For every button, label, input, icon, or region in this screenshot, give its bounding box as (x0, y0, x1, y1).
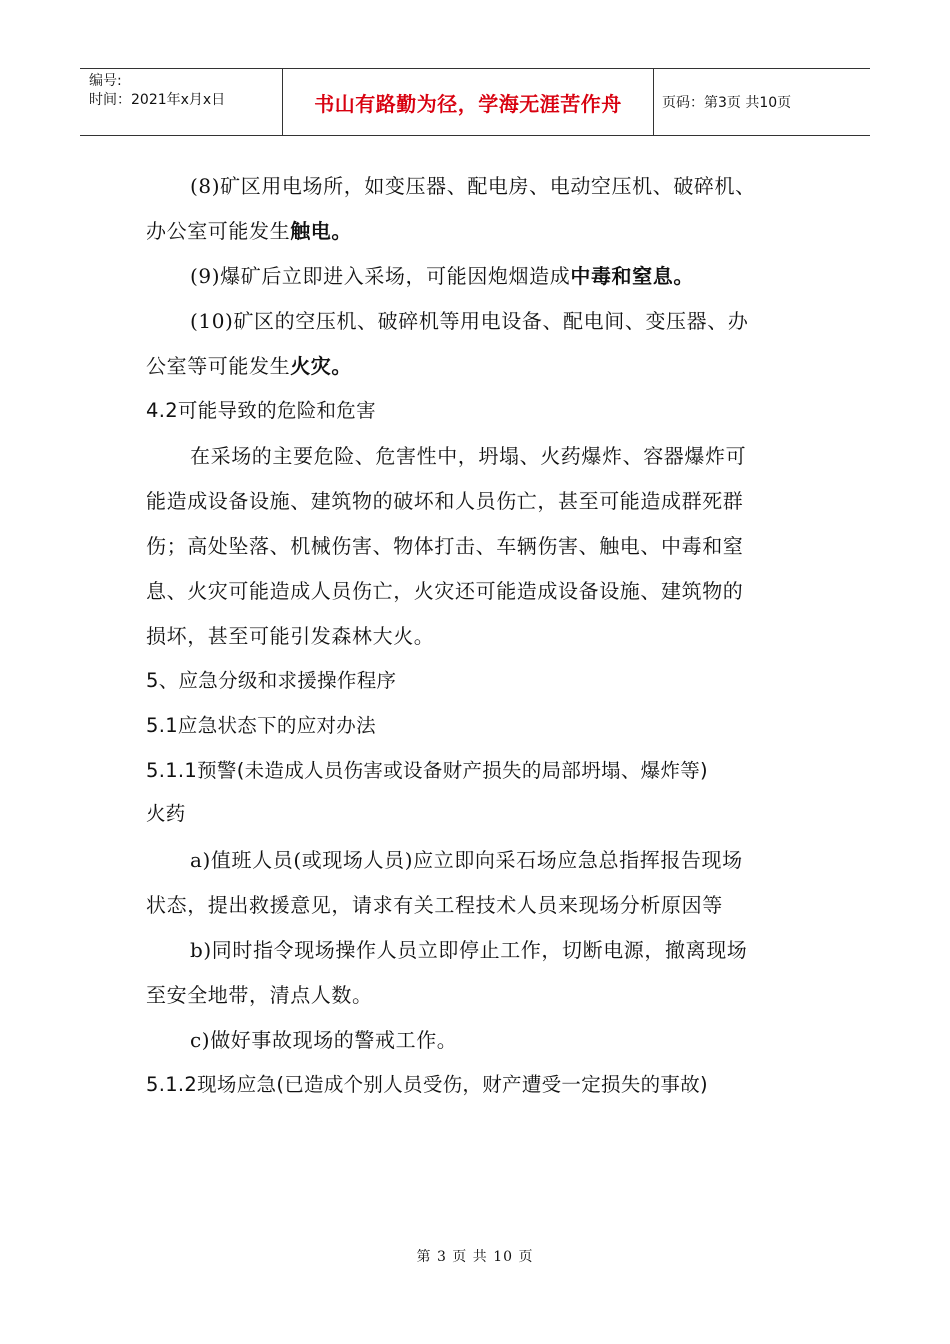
page-header (80, 68, 870, 136)
paragraph-10-line-1: (10)矿区的空压机、破碎机等用电设备、配电间、变压器、办 (190, 309, 749, 333)
heading-5-1-2: 5.1.2现场应急(已造成个别人员受伤，财产遭受一定损失的事故) (146, 1073, 708, 1096)
paragraph-a-line-1: a)值班人员(或现场人员)应立即向采石场应急总指挥报告现场 (190, 848, 743, 872)
hazard-paragraph-line-5: 损坏，甚至可能引发森林大火。 (146, 624, 435, 648)
heading-5: 5、应急分级和求援操作程序 (146, 669, 397, 692)
paragraph-b-line-1: b)同时指令现场操作人员立即停止工作，切断电源，撤离现场 (190, 938, 748, 962)
emphasis-fire: 火灾。 (290, 354, 353, 378)
document-number-label: 编号: (89, 73, 122, 89)
header-slogan: 书山有路勤为径，学海无涯苦作舟 (283, 69, 654, 135)
hazard-paragraph-line-4: 息、火灾可能造成人员伤亡，火灾还可能造成设备设施、建筑物的 (146, 579, 744, 603)
paragraph-a-line-2: 状态，提出救援意见，请求有关工程技术人员来现场分析原因等 (146, 893, 723, 917)
header-page-info: 页码：第3页 共10页 (662, 95, 792, 111)
heading-5-1-1-line-2: 火药 (146, 802, 186, 825)
paragraph-9-text: (9)爆矿后立即进入采场，可能因炮烟造成 (190, 264, 571, 288)
hazard-paragraph-line-1: 在采场的主要危险、危害性中，坍塌、火药爆炸、容器爆炸可 (190, 444, 747, 468)
hazard-paragraph-line-2: 能造成设备设施、建筑物的破坏和人员伤亡，甚至可能造成群死群 (146, 489, 744, 513)
header-meta-cell (80, 69, 283, 135)
paragraph-8-line-1: (8)矿区用电场所，如变压器、配电房、电动空压机、破碎机、 (190, 174, 756, 198)
heading-5-1-1-line-1: 5.1.1预警(未造成人员伤害或设备财产损失的局部坍塌、爆炸等) (146, 759, 708, 782)
paragraph-10-text: 公室等可能发生 (146, 354, 291, 378)
page-footer: 第 3 页 共 10 页 (416, 1249, 534, 1265)
hazard-paragraph-line-3: 伤；高处坠落、机械伤害、物体打击、车辆伤害、触电、中毒和窒 (146, 534, 744, 558)
paragraph-8-text: 办公室可能发生 (146, 219, 291, 243)
emphasis-electric-shock: 触电。 (290, 219, 353, 243)
emphasis-poisoning: 中毒和窒息。 (570, 264, 694, 288)
heading-5-1: 5.1应急状态下的应对办法 (146, 714, 376, 737)
paragraph-8-line-2 (146, 217, 352, 245)
paragraph-b-line-2: 至安全地带，清点人数。 (146, 983, 373, 1007)
paragraph-9 (190, 262, 694, 290)
heading-4-2: 4.2可能导致的危险和危害 (146, 399, 376, 422)
document-time-label: 时间：2021年x月x日 (89, 92, 226, 108)
paragraph-10-line-2 (146, 352, 352, 380)
paragraph-c: c)做好事故现场的警戒工作。 (190, 1028, 458, 1052)
